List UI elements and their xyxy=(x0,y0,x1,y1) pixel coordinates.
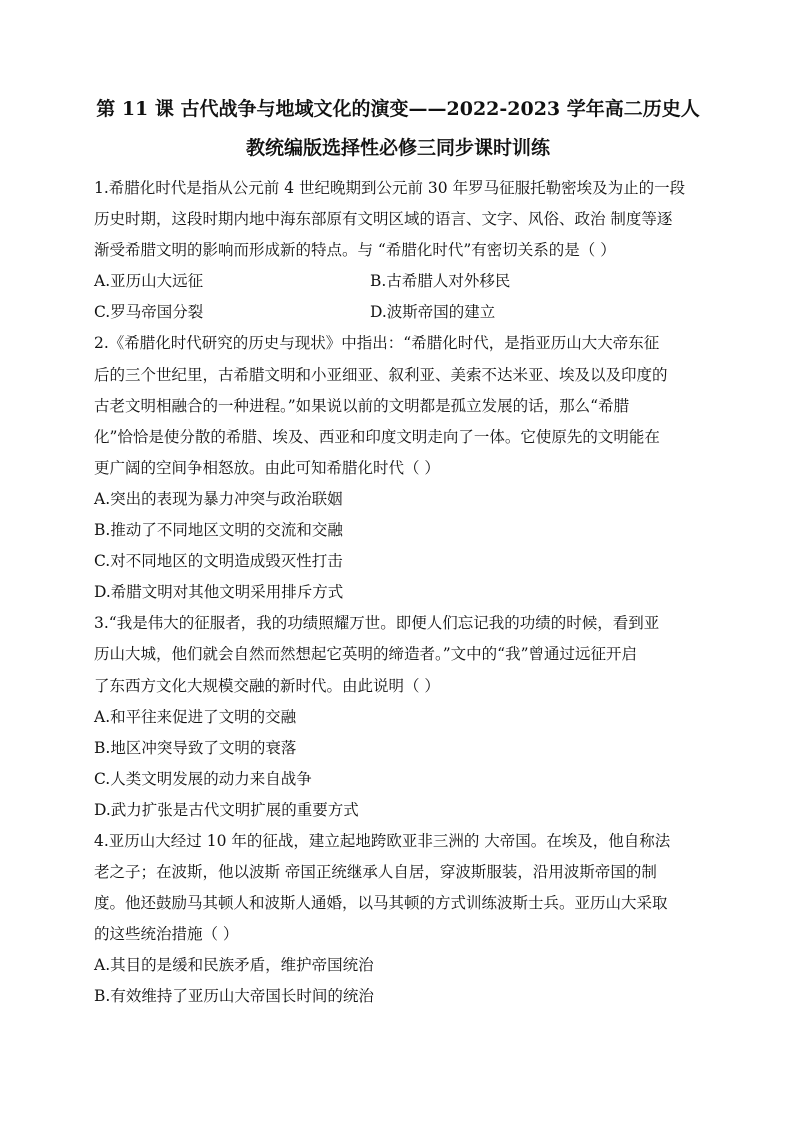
question-1-options-row-1 xyxy=(94,266,704,297)
question-2 xyxy=(94,328,704,608)
question-4-option-b[interactable]: B.有效维持了亚历山大帝国长时间的统治 xyxy=(94,987,374,1006)
question-4-stem-line: 度。他还鼓励马其顿人和波斯人通婚，以马其顿的方式训练波斯士兵。亚历山大采取 xyxy=(94,894,668,913)
question-3-option-d[interactable]: D.武力扩张是古代文明扩展的重要方式 xyxy=(94,800,359,819)
question-1-option-c[interactable]: C.罗马帝国分裂 xyxy=(94,303,204,322)
document-title-line-1: 第 11 课 古代战争与地域文化的演变——2022-2023 学年高二历史人 xyxy=(96,98,700,120)
question-2-stem-line: 2.《希腊化时代研究的历史与现状》中指出：“希腊化时代，是指亚历山大大帝东征 xyxy=(94,334,660,353)
question-3-option-b[interactable]: B.地区冲突导致了文明的衰落 xyxy=(94,738,297,757)
question-2-stem-line: 古老文明相融合的一种进程。”如果说以前的文明都是孤立发展的话，那么“希腊 xyxy=(94,396,630,415)
question-1-stem-line: 1.希腊化时代是指从公元前 4 世纪晚期到公元前 30 年罗马征服托勒密埃及为止的一段 xyxy=(94,179,686,197)
question-2-stem-line: 化”恰恰是使分散的希腊、埃及、西亚和印度文明走向了一体。它使原先的文明能在 xyxy=(94,427,660,446)
question-3-stem-line: 了东西方文化大规模交融的新时代。由此说明（ ） xyxy=(94,676,440,695)
question-3-stem-line: 历山大城，他们就会自然而然想起它英明的缔造者。”文中的“我”曾通过远征开启 xyxy=(94,645,638,664)
question-2-option-a[interactable]: A.突出的表现为暴力冲突与政治联姻 xyxy=(94,489,343,508)
question-1-option-a[interactable]: A.亚历山大远征 xyxy=(94,272,204,291)
question-2-stem-line: 后的三个世纪里，古希腊文明和小亚细亚、叙利亚、美索不达米亚、埃及以及印度的 xyxy=(94,365,668,384)
question-1-option-b[interactable]: B.古希腊人对外移民 xyxy=(370,272,511,291)
question-2-option-b[interactable]: B.推动了不同地区文明的交流和交融 xyxy=(94,521,343,540)
document-title-line-2: 教统编版选择性必修三同步课时训练 xyxy=(245,137,550,159)
question-1 xyxy=(94,173,704,328)
question-4 xyxy=(94,826,704,1013)
question-4-stem-line: 老之子；在波斯，他以波斯 帝国正统继承人自居，穿波斯服装，沿用波斯帝国的制 xyxy=(94,863,657,882)
question-3-option-c[interactable]: C.人类文明发展的动力来自战争 xyxy=(94,769,312,788)
question-2-stem-line: 更广阔的空间争相怒放。由此可知希腊化时代（ ） xyxy=(94,458,440,477)
question-3-option-a[interactable]: A.和平往来促进了文明的交融 xyxy=(94,707,297,726)
question-4-option-a[interactable]: A.其目的是缓和民族矛盾，维护帝国统治 xyxy=(94,956,374,975)
question-3-stem-line: 3.“我是伟大的征服者，我的功绩照耀万世。即便人们忘记我的功绩的时候，看到亚 xyxy=(94,614,660,633)
question-list xyxy=(94,173,704,1013)
question-3 xyxy=(94,608,704,826)
question-1-stem-line: 历史时期，这段时期内地中海东部原有文明区域的语言、文字、风俗、政治 制度等逐 xyxy=(94,210,673,229)
question-2-option-c[interactable]: C.对不同地区的文明造成毁灭性打击 xyxy=(94,552,343,571)
question-1-options-row-2 xyxy=(94,297,704,328)
question-2-option-d[interactable]: D.希腊文明对其他文明采用排斥方式 xyxy=(94,583,344,602)
question-4-stem-line: 的这些统治措施（ ） xyxy=(94,925,239,944)
question-4-stem-line: 4.亚历山大经过 10 年的征战，建立起地跨欧亚非三洲的 大帝国。在埃及，他自称法 xyxy=(94,831,671,850)
question-1-stem-line: 渐受希腊文明的影响而形成新的特点。与 “希腊化时代”有密切关系的是（ ） xyxy=(94,241,616,260)
question-1-option-d[interactable]: D.波斯帝国的建立 xyxy=(370,303,496,322)
